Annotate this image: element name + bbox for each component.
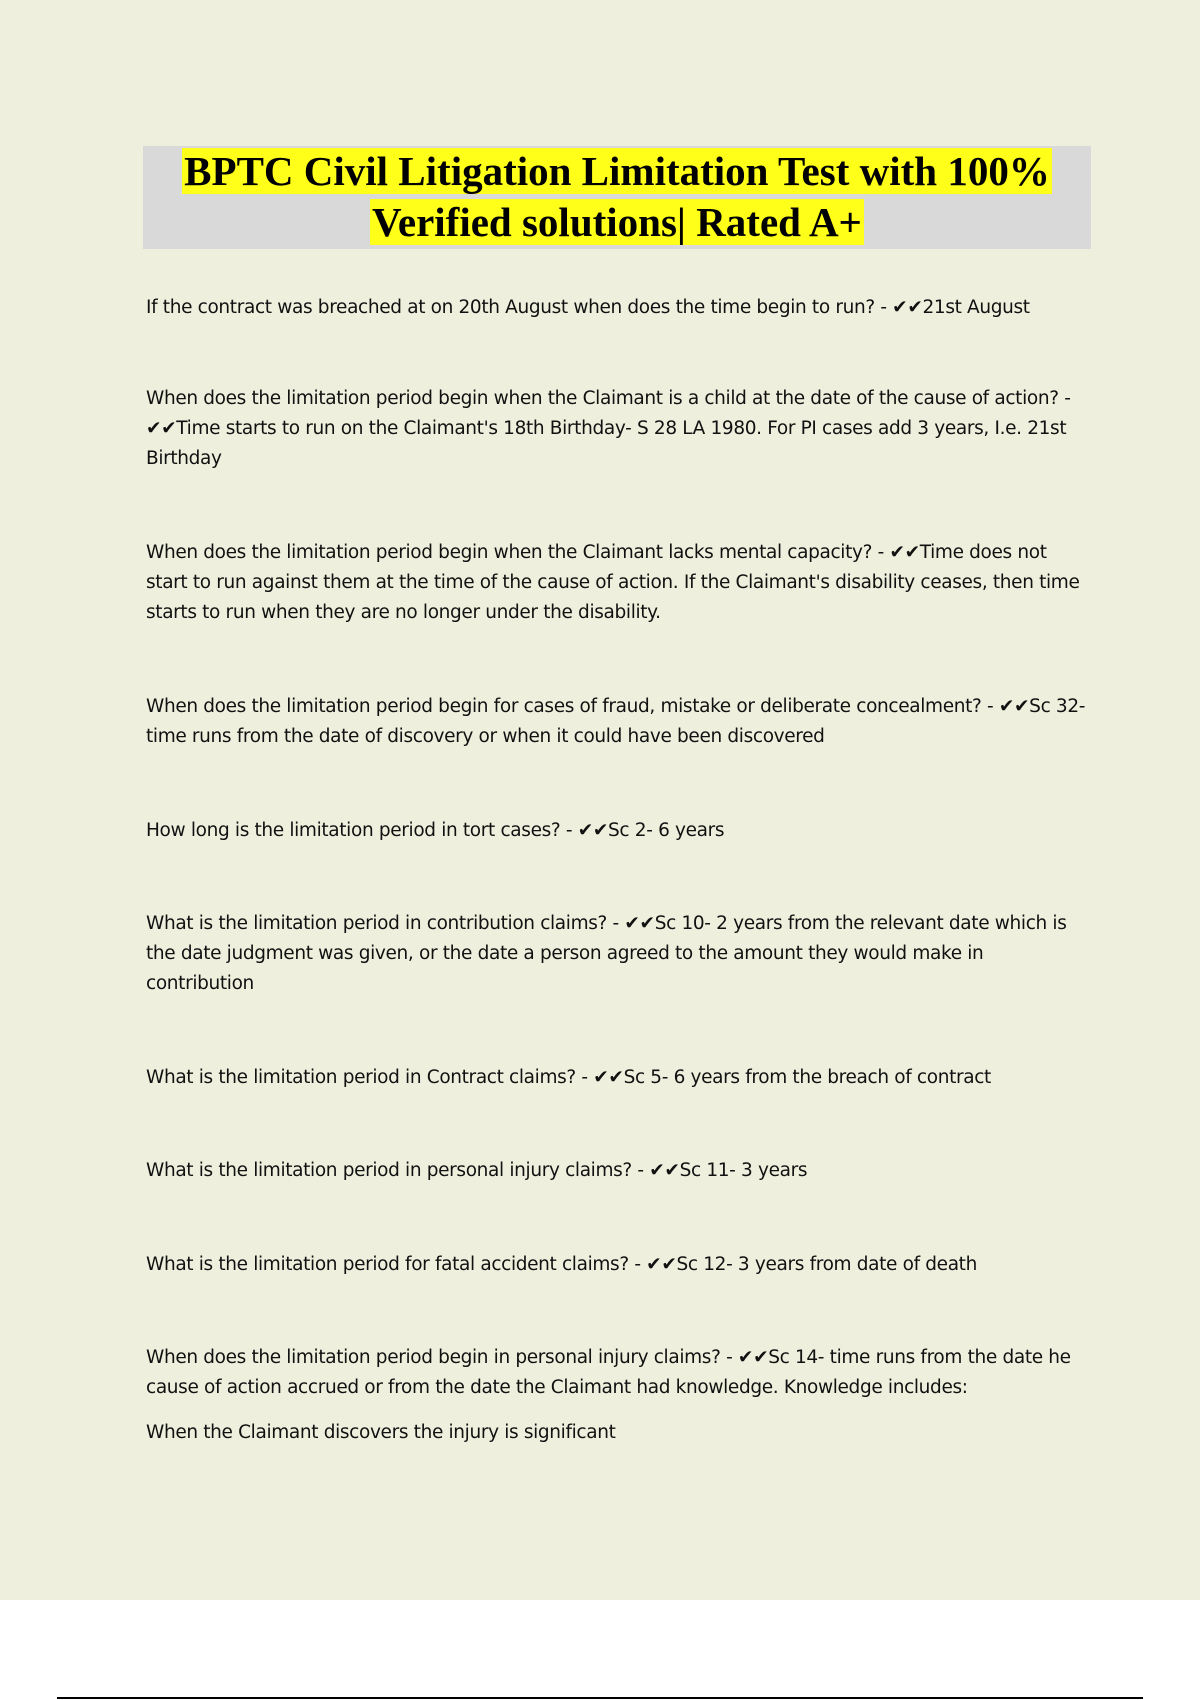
- qa-item-5: How long is the limitation period in tort cases? - ✔✔Sc 2- 6 years: [146, 820, 725, 841]
- qa-item-9: What is the limitation period for fatal accident claims? - ✔✔Sc 12- 3 years from date of death: [146, 1254, 977, 1275]
- footer-divider: [57, 1697, 1143, 1699]
- qa-item-4: When does the limitation period begin for cases of fraud, mistake or deliberate concealment? - ✔✔Sc 32- time runs from the date of discovery or when it could have been discovered: [146, 696, 1086, 747]
- qa-item-1: If the contract was breached at on 20th August when does the time begin to run? - ✔✔21st August: [146, 297, 1030, 318]
- qa-item-3: When does the limitation period begin when the Claimant lacks mental capacity? - ✔✔Time does not start to run against them at the time of the cause of action. If the Claimant's disability ceases, then time starts to run when they are no longer under the disability.: [146, 542, 1080, 623]
- qa-item-2: When does the limitation period begin when the Claimant is a child at the date of the cause of action? - ✔✔Time starts to run on the Claimant's 18th Birthday- S 28 LA 1980. For PI cases add 3 years, I.e. 21st Birthday: [146, 388, 1071, 469]
- qa-item-10: When does the limitation period begin in personal injury claims? - ✔✔Sc 14- time runs from the date he cause of action accrued or from the date the Claimant had knowledge. Knowledge includes:: [146, 1347, 1071, 1398]
- qa-item-8: What is the limitation period in personal injury claims? - ✔✔Sc 11- 3 years: [146, 1160, 808, 1181]
- title-line-1: BPTC Civil Litigation Limitation Test with 100%: [184, 148, 1050, 194]
- qa-item-7: What is the limitation period in Contract claims? - ✔✔Sc 5- 6 years from the breach of contract: [146, 1067, 991, 1088]
- document-title: [143, 146, 1091, 249]
- title-line-2: Verified solutions| Rated A+: [372, 199, 862, 245]
- qa-item-6: What is the limitation period in contribution claims? - ✔✔Sc 10- 2 years from the relevant date which is the date judgment was given, or the date a person agreed to the amount they would make in contribution: [146, 913, 1067, 994]
- knowledge-sub-item: When the Claimant discovers the injury is significant: [146, 1422, 616, 1443]
